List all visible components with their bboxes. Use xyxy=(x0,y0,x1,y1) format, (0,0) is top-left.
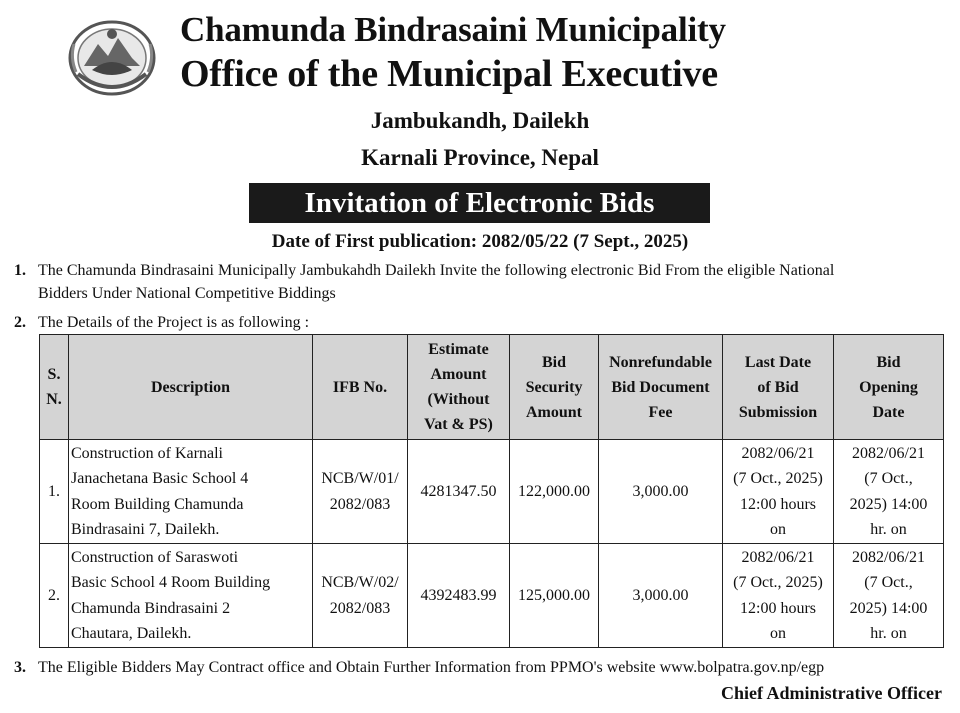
cell-fee: 3,000.00 xyxy=(599,440,723,544)
nepal-government-emblem-icon xyxy=(64,14,160,98)
cell-opening-date: 2082/06/21 (7 Oct., 2025) 14:00 hr. on xyxy=(834,544,944,648)
paragraph-3 xyxy=(14,656,944,679)
cell-description: Construction of Karnali Janachetana Basic School 4 Room Building Chamunda Bindrasaini 7, Dailekh. xyxy=(69,440,313,544)
header-description: Description xyxy=(69,335,313,440)
office-title: Office of the Municipal Executive xyxy=(180,53,718,95)
header-estimate-amount: Estimate Amount (Without Vat & PS) xyxy=(408,335,510,440)
cell-submission-date: 2082/06/21 (7 Oct., 2025) 12:00 hours on xyxy=(723,440,834,544)
municipality-title: Chamunda Bindrasaini Municipality xyxy=(180,10,726,49)
address-line-1: Jambukandh, Dailekh xyxy=(370,108,590,133)
paragraph-number: 3. xyxy=(14,659,26,676)
cell-opening-date: 2082/06/21 (7 Oct., 2025) 14:00 hr. on xyxy=(834,440,944,544)
paragraph-number: 1. xyxy=(14,262,26,279)
project-details-table xyxy=(39,334,944,648)
header-bid-opening-date: Bid Opening Date xyxy=(834,335,944,440)
cell-submission-date: 2082/06/21 (7 Oct., 2025) 12:00 hours on xyxy=(723,544,834,648)
paragraph-2 xyxy=(14,311,944,334)
cell-fee: 3,000.00 xyxy=(599,544,723,648)
cell-security: 125,000.00 xyxy=(510,544,599,648)
paragraph-text: The Chamunda Bindrasaini Municipally Jambukahdh Dailekh Invite the following electronic Bid From the eligible National xyxy=(38,262,835,279)
cell-sn: 2. xyxy=(40,544,69,648)
paragraph-text: The Eligible Bidders May Contract office and Obtain Further Information from PPMO's website www.bolpatra.gov.np/egp xyxy=(38,659,825,676)
paragraph-text: The Details of the Project is as following : xyxy=(38,314,310,331)
header-ifb-no: IFB No. xyxy=(313,335,408,440)
cell-security: 122,000.00 xyxy=(510,440,599,544)
header-sn: S. N. xyxy=(40,335,69,440)
publication-date: Date of First publication: 2082/05/22 (7 Sept., 2025) xyxy=(271,231,689,252)
cell-description: Construction of Saraswoti Basic School 4 Room Building Chamunda Bindrasaini 2 Chautara, Dailekh. xyxy=(69,544,313,648)
signature-title: Chief Administrative Officer xyxy=(721,683,942,703)
address-line-2: Karnali Province, Nepal xyxy=(361,145,599,170)
table-row xyxy=(40,440,944,544)
paragraph-number: 2. xyxy=(14,314,26,331)
cell-estimate: 4392483.99 xyxy=(408,544,510,648)
header-document-fee: Nonrefundable Bid Document Fee xyxy=(599,335,723,440)
cell-sn: 1. xyxy=(40,440,69,544)
table-row xyxy=(40,544,944,648)
cell-ifb-no: NCB/W/01/ 2082/083 xyxy=(313,440,408,544)
table-header-row xyxy=(40,335,944,440)
paragraph-1 xyxy=(14,259,944,305)
paragraph-text-continued: Bidders Under National Competitive Biddings xyxy=(38,285,336,302)
cell-ifb-no: NCB/W/02/ 2082/083 xyxy=(313,544,408,648)
header-last-submission-date: Last Date of Bid Submission xyxy=(723,335,834,440)
header-bid-security: Bid Security Amount xyxy=(510,335,599,440)
notice-banner: Invitation of Electronic Bids xyxy=(249,183,710,223)
cell-estimate: 4281347.50 xyxy=(408,440,510,544)
